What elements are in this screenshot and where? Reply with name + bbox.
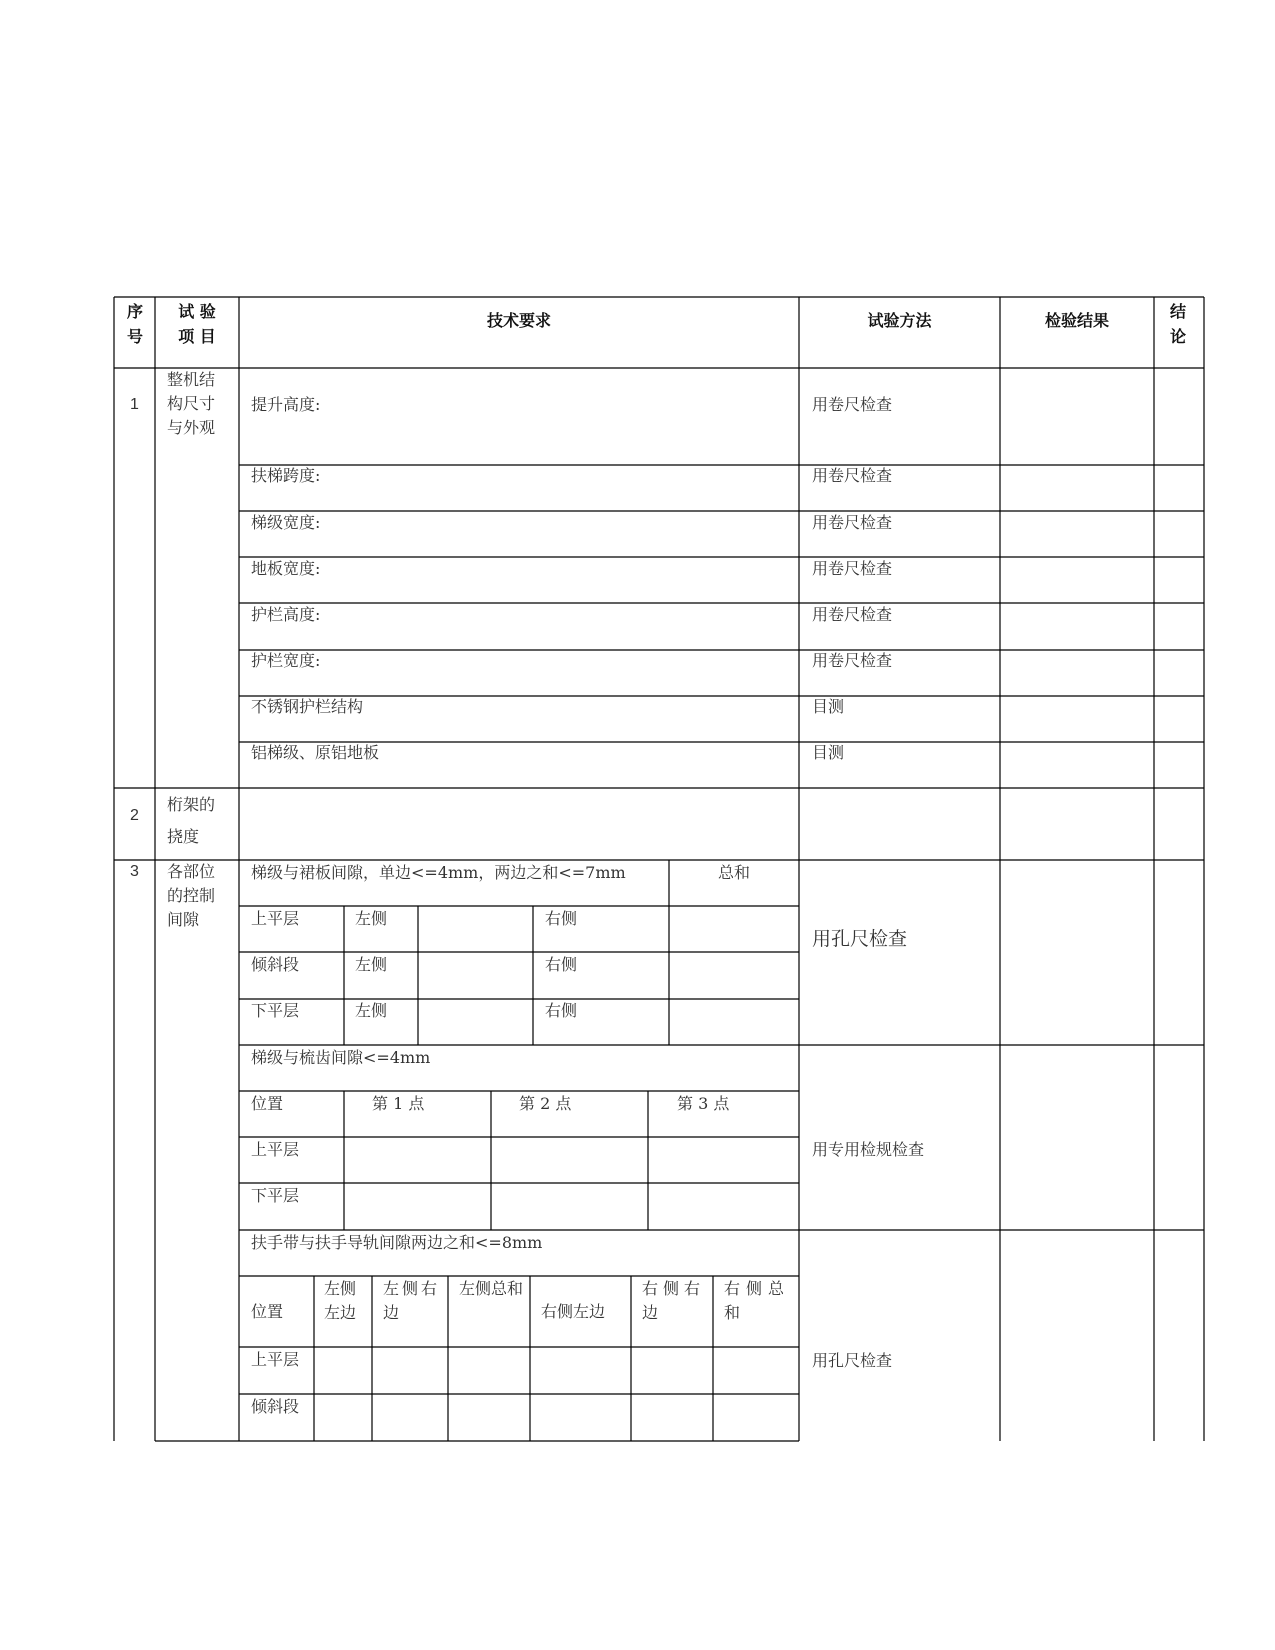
skirt-row-incline: 倾斜段 xyxy=(251,955,300,974)
handrail-col-left-left: 左侧左边 xyxy=(324,1279,357,1322)
header-requirement: 技术要求 xyxy=(486,311,551,330)
skirt-row-lower: 下平层 xyxy=(251,1001,300,1020)
comb-point-1: 第 1 点 xyxy=(372,1094,425,1113)
method-2: 用卷尺检查 xyxy=(812,466,893,485)
skirt-title: 梯级与裙板间隙，单边<=4mm，两边之和<=7mm xyxy=(251,863,626,882)
header-seq: 序号 xyxy=(126,302,143,346)
req-span: 扶梯跨度: xyxy=(251,466,321,485)
handrail-col-right-right: 右侧右边 xyxy=(642,1279,706,1322)
req-lift-height: 提升高度: xyxy=(251,395,321,414)
handrail-row-incline: 倾斜段 xyxy=(251,1397,300,1416)
row1-item: 整机结构尺寸与外观 xyxy=(167,370,216,437)
skirt-right-label: 右侧 xyxy=(545,909,578,928)
skirt-left-label: 左侧 xyxy=(355,955,388,974)
comb-method: 用专用检规检查 xyxy=(812,1140,925,1159)
comb-row-lower: 下平层 xyxy=(251,1186,300,1205)
row2-item: 桁架的挠度 xyxy=(167,795,216,846)
method-6: 用卷尺检查 xyxy=(812,651,893,670)
header-result: 检验结果 xyxy=(1044,311,1109,330)
req-aluminum-step: 铝梯级、原铝地板 xyxy=(251,743,380,762)
skirt-sum-label: 总和 xyxy=(718,863,751,882)
handrail-row-upper: 上平层 xyxy=(251,1350,300,1369)
header-method: 试验方法 xyxy=(867,311,932,330)
handrail-col-right-sum: 右侧总和 xyxy=(724,1279,791,1322)
req-stainless-rail: 不锈钢护栏结构 xyxy=(251,697,364,716)
skirt-method: 用孔尺检查 xyxy=(812,928,908,950)
comb-title: 梯级与梳齿间隙<=4mm xyxy=(251,1048,431,1067)
comb-position-label: 位置 xyxy=(251,1094,284,1113)
method-5: 用卷尺检查 xyxy=(812,605,893,624)
comb-row-upper: 上平层 xyxy=(251,1140,300,1159)
handrail-col-right-left: 右侧左边 xyxy=(541,1302,606,1321)
method-4: 用卷尺检查 xyxy=(812,559,893,578)
method-8: 目测 xyxy=(812,743,845,762)
handrail-title: 扶手带与扶手导轨间隙两边之和<=8mm xyxy=(251,1233,543,1252)
row3-seq: 3 xyxy=(130,863,139,880)
skirt-right-label: 右侧 xyxy=(545,955,578,974)
method-1: 用卷尺检查 xyxy=(812,395,893,414)
handrail-col-left-sum: 左侧总和 xyxy=(459,1279,524,1298)
header-conclusion: 结论 xyxy=(1169,302,1186,346)
req-step-width: 梯级宽度: xyxy=(251,513,321,532)
row1-seq: 1 xyxy=(130,396,139,413)
skirt-row-upper: 上平层 xyxy=(251,909,300,928)
method-3: 用卷尺检查 xyxy=(812,513,893,532)
comb-point-2: 第 2 点 xyxy=(519,1094,572,1113)
req-floor-width: 地板宽度: xyxy=(251,559,321,578)
handrail-col-left-right: 左侧右边 xyxy=(383,1279,441,1322)
req-rail-width: 护栏宽度: xyxy=(251,651,321,670)
row2-seq: 2 xyxy=(130,807,139,824)
handrail-position-label: 位置 xyxy=(251,1302,284,1321)
skirt-left-label: 左侧 xyxy=(355,909,388,928)
skirt-left-label: 左侧 xyxy=(355,1001,388,1020)
header-item: 试 验 项 目 xyxy=(178,302,216,346)
handrail-method: 用孔尺检查 xyxy=(812,1351,893,1370)
method-7: 目测 xyxy=(812,697,845,716)
req-rail-height: 护栏高度: xyxy=(251,605,321,624)
row3-item: 各部位的控制间隙 xyxy=(167,862,216,929)
skirt-right-label: 右侧 xyxy=(545,1001,578,1020)
comb-point-3: 第 3 点 xyxy=(677,1094,730,1113)
